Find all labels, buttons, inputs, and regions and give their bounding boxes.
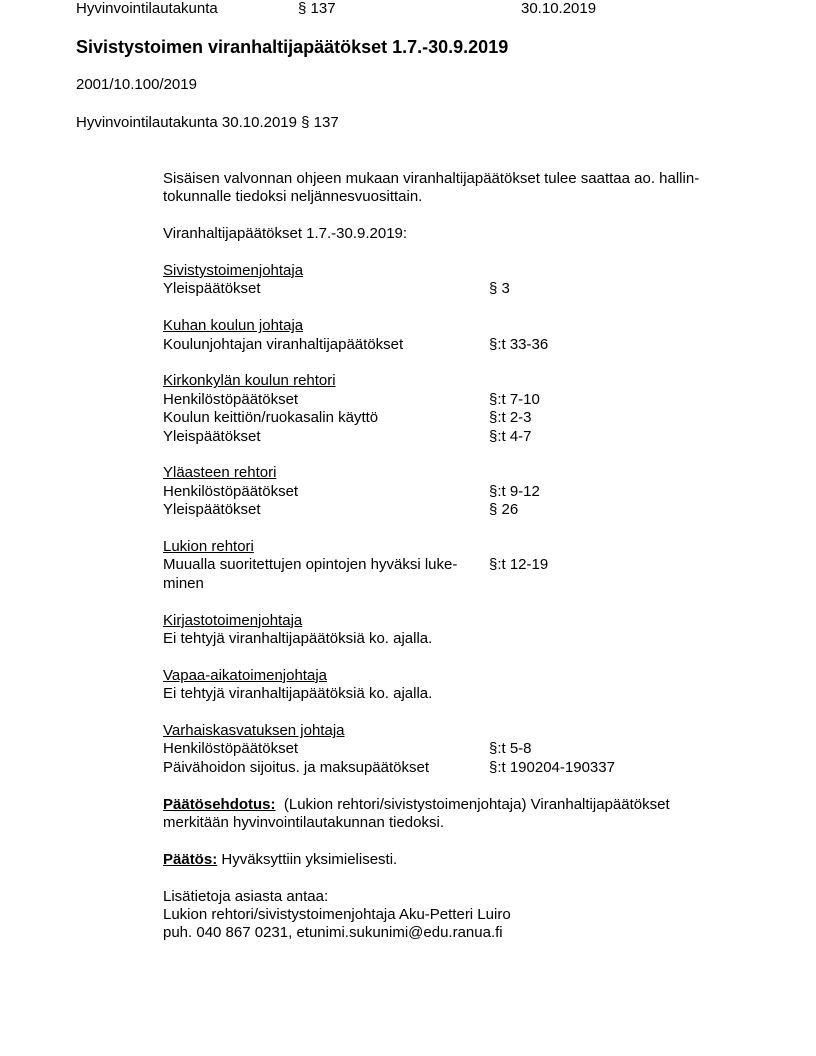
row-label: Henkilöstöpäätökset [163,740,299,758]
decision-text: Hyväksyttiin yksimielisesti. [221,850,398,868]
decision-group [163,722,763,777]
group-heading: Yläasteen rehtori [163,464,277,482]
group-row [163,483,763,501]
group-row [163,556,763,574]
document-body [163,170,763,961]
row-value: §:t 190204-190337 [489,758,615,776]
page-title: Sivistystoimen viranhaltijapäätökset 1.7.-30.9.2019 [76,37,509,57]
decision-groups [163,262,763,777]
group-row [163,280,763,298]
decision-group [163,372,763,446]
row-label: Yleispäätökset [163,280,261,298]
row-label: Ei tehtyjä viranhaltijapäätöksiä ko. ajalla. [163,685,433,703]
row-value: §:t 2-3 [489,409,532,427]
group-heading: Kuhan koulun johtaja [163,317,304,335]
group-row [163,391,763,409]
intro-line: tokunnalle tiedoksi neljännesvuosittain. [163,188,423,206]
group-row [163,740,763,758]
group-heading: Varhaiskasvatuksen johtaja [163,722,345,740]
row-label: minen [163,574,204,592]
contact-line: Lisätietoja asiasta antaa: [163,887,329,905]
row-value: §:t 4-7 [489,427,532,445]
list-heading: Viranhaltijapäätökset 1.7.-30.9.2019: [163,225,408,243]
proposal-text-2: merkitään hyvinvointilautakunnan tiedoksi. [163,814,444,832]
contact [163,888,763,943]
decision-group [163,464,763,519]
intro-line: Sisäisen valvonnan ohjeen mukaan viranhaltijapäätökset tulee saattaa ao. hallin- [163,170,700,187]
group-heading: Vapaa-aikatoimenjohtaja [163,666,327,684]
row-label: Koulun keittiön/ruokasalin käyttö [163,409,379,427]
decision-group [163,667,763,704]
decision-group [163,538,763,593]
proposal [163,796,763,833]
group-heading: Kirkonkylän koulun rehtori [163,372,336,390]
group-row [163,575,763,593]
group-row [163,409,763,427]
group-row [163,428,763,446]
group-row [163,501,763,519]
group-heading: Lukion rehtori [163,538,254,556]
group-row [163,336,763,354]
row-value: §:t 12-19 [489,556,549,574]
decision-group [163,262,763,299]
row-value: §:t 33-36 [489,335,549,353]
row-value: § 26 [489,501,519,519]
reference-number: 2001/10.100/2019 [76,76,197,93]
decision-group [163,317,763,354]
row-value: §:t 5-8 [489,740,532,758]
header-board: Hyvinvointilautakunta [76,0,218,17]
row-label: Henkilöstöpäätökset [163,482,299,500]
proposal-label: Päätösehdotus: [163,795,276,813]
row-label: Yleispäätökset [163,427,261,445]
header-section: § 137 [298,0,336,17]
decision-label: Päätös: [163,850,218,868]
decision [163,851,763,869]
contact-line: Lukion rehtori/sivistystoimenjohtaja Aku-Petteri Luiro [163,906,511,924]
group-row [163,685,763,703]
proposal-text: (Lukion rehtori/sivistystoimenjohtaja) Viranhaltijapäätökset [283,795,670,813]
row-label: Ei tehtyjä viranhaltijapäätöksiä ko. ajalla. [163,630,433,648]
group-row [163,630,763,648]
contact-line: puh. 040 867 0231, etunimi.sukunimi@edu.ranua.fi [163,924,503,942]
row-label: Henkilöstöpäätökset [163,390,299,408]
row-value: § 3 [489,280,510,298]
row-label: Yleispäätökset [163,501,261,519]
row-value: §:t 9-12 [489,482,540,500]
decision-group [163,612,763,649]
header-date: 30.10.2019 [521,0,597,17]
meeting-line: Hyvinvointilautakunta 30.10.2019 § 137 [76,114,339,131]
row-value: §:t 7-10 [489,390,540,408]
row-label: Päivähoidon sijoitus. ja maksupäätökset [163,758,429,776]
group-heading: Kirjastotoimenjohtaja [163,611,303,629]
group-heading: Sivistystoimenjohtaja [163,262,304,279]
intro-paragraph [163,170,763,207]
row-label: Muualla suoritettujen opintojen hyväksi luke- [163,556,458,574]
group-row [163,759,763,777]
row-label: Koulunjohtajan viranhaltijapäätökset [163,335,404,353]
